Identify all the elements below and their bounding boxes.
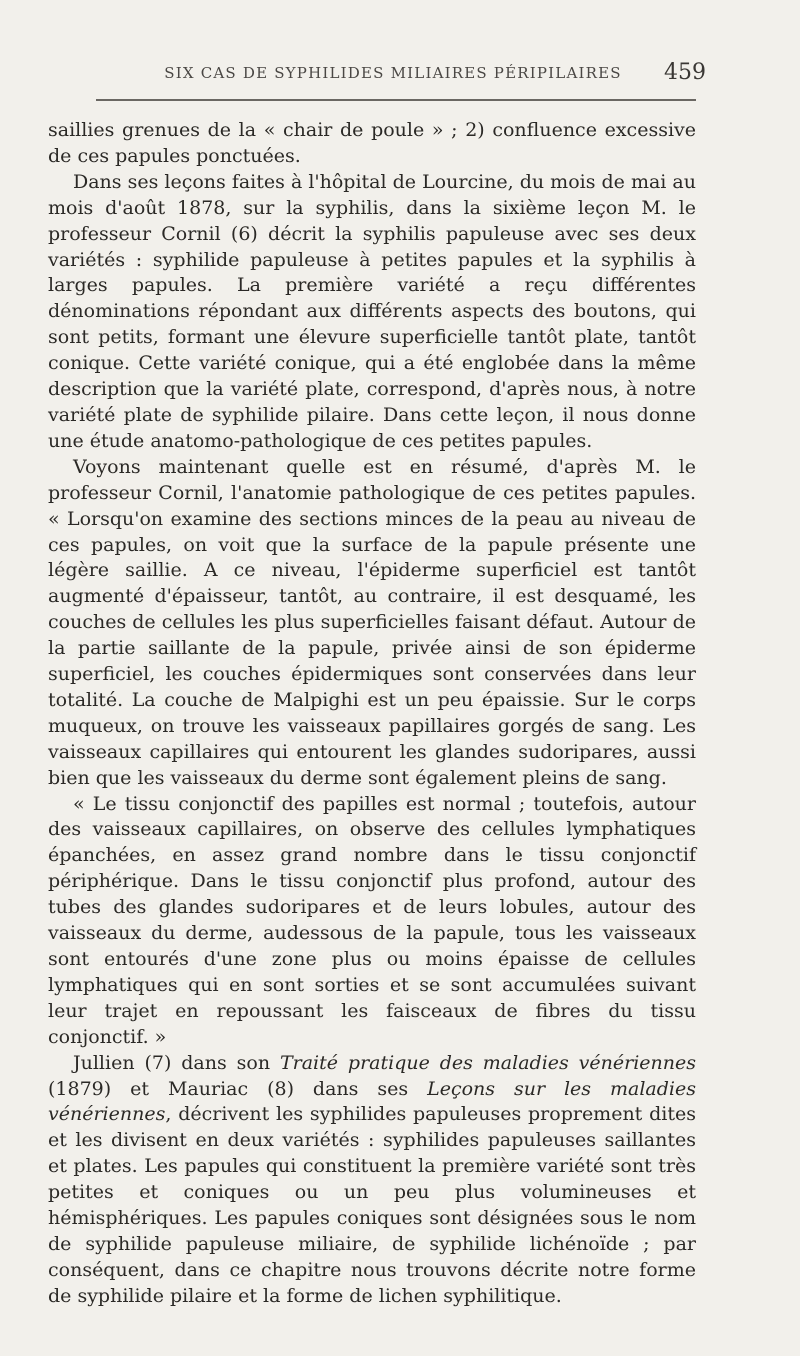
book-title-mauriac: Leçons sur les maladies vénériennes xyxy=(48,1077,696,1126)
running-title: SIX CAS DE SYPHILIDES MILIAIRES PÉRIPILAIRES xyxy=(164,64,622,82)
paragraph-anatomy: Voyons maintenant quelle est en résumé, d'après M. le professeur Cornil, l'anatomie pathologique de ces petites papules. « Lorsqu'on examine des sections minces de la peau au niveau de ces papules, on voit que la surface de la papule présente une légère saillie. A ce niveau, l'épiderme superficiel est tantôt augmenté d'épaisseur, tantôt, au contraire, il est desquamé, les couches de cellules les plus superficielles faisant défaut. Autour de la partie saillante de la papule, privée ainsi de son épiderme superficiel, les couches épidermiques sont conservées dans leur totalité. La couche de Malpighi est un peu épaissie. Sur le corps muqueux, on trouve les vaisseaux papillaires gorgés de sang. Les vaisseaux capillaires qui entourent les glandes sudoripares, aussi bien que les vaisseaux du derme sont également pleins de sang. xyxy=(48,455,696,789)
paragraph-continuation: saillies grenues de la « chair de poule » ; 2) confluence excessive de ces papules ponctuées. xyxy=(48,119,696,167)
book-title-jullien: Traité pratique des maladies vénériennes xyxy=(279,1051,696,1074)
body-text xyxy=(48,118,696,1310)
paragraph-connective-tissue: « Le tissu conjonctif des papilles est normal ; toutefois, autour des vaisseaux capillaires, on observe des cellules lymphatiques épanchées, en assez grand nombre dans le tissu conjonctif périphérique. Dans le tissu conjonctif plus profond, autour des tubes des glandes sudoripares et de leurs lobules, autour des vaisseaux du derme, audessous de la papule, tous les vaisseaux sont entourés d'une zone plus ou moins épaisse de cellules lymphatiques qui en sont sorties et se sont accumulées suivant leur trajet en repoussant les faisceaux de fibres du tissu conjonctif. » xyxy=(48,792,696,1048)
final-text-part-3: , décrivent les syphilides papuleuses proprement dites et les divisent en deux variétés : syphilides papuleuses saillantes et plates. Les papules qui constituent la première variété sont très petites et coniques ou un peu plus volumineuses et hémisphériques. Les papules coniques sont désignées sous le nom de syphilide papuleuse miliaire, de syphilide lichénoïde ; par conséquent, dans ce chapitre nous trouvons décrite notre forme de syphilide pilaire et la forme de lichen syphilitique. xyxy=(48,1103,696,1307)
final-text-part-1: Jullien (7) dans son xyxy=(73,1051,280,1074)
paragraph-jullien-mauriac xyxy=(48,1051,696,1310)
final-text-part-2: (1879) et Mauriac (8) dans ses xyxy=(48,1077,428,1100)
paragraph-cornil-lessons: Dans ses leçons faites à l'hôpital de Lourcine, du mois de mai au mois d'août 1878, sur la syphilis, dans la sixième leçon M. le professeur Cornil (6) décrit la syphilis papuleuse avec ses deux variétés : syphilide papuleuse à petites papules et la syphilis à larges papules. La première variété a reçu différentes dénominations répondant aux différents aspects des boutons, qui sont petits, formant une élevure superficielle tantôt plate, tantôt conique. Cette variété conique, qui a été englobée dans la même description que la variété plate, correspond, d'après nous, à notre variété plate de syphilide pilaire. Dans cette leçon, il nous donne une étude anatomo-pathologique de ces petites papules. xyxy=(48,170,696,452)
header-rule xyxy=(96,99,696,101)
page-number: 459 xyxy=(664,60,706,85)
page-header xyxy=(48,60,706,90)
